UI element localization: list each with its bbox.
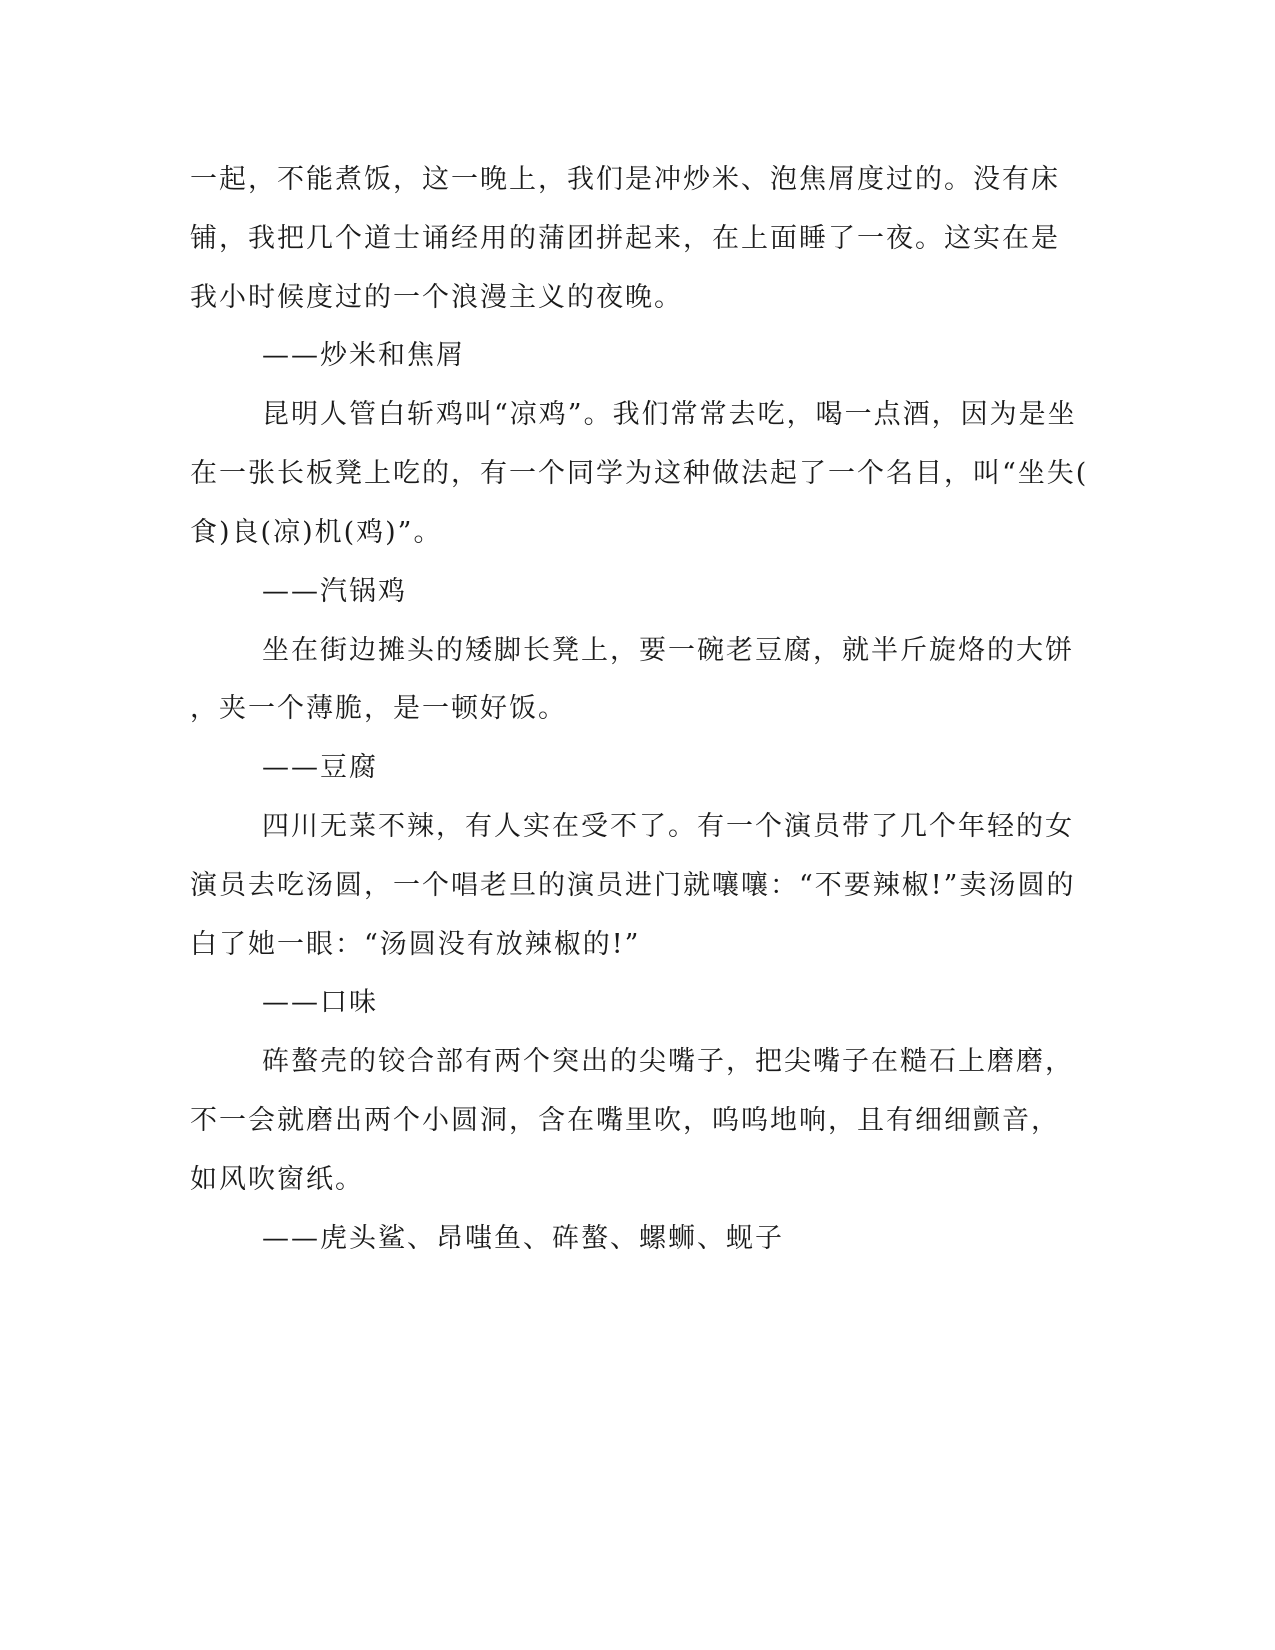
paragraph-line: 不一会就磨出两个小圆洞，含在嘴里吹，呜呜地响，且有细细颤音，: [190, 1105, 1060, 1136]
paragraph-line: 如风吹窗纸。: [190, 1164, 364, 1195]
paragraph-line: 食)良(凉)机(鸡)”。: [190, 517, 443, 548]
paragraph-line: 昆明人管白斩鸡叫“凉鸡”。我们常常去吃，喝一点酒，因为是坐: [262, 399, 1077, 430]
paragraph-line: 在一张长板凳上吃的，有一个同学为这种做法起了一个名目，叫“坐失(: [190, 458, 1089, 489]
paragraph-line: ，夹一个薄脆，是一顿好饭。: [190, 693, 567, 724]
paragraph-line: 白了她一眼：“汤圆没有放辣椒的!”: [190, 929, 641, 960]
paragraph-line: 坐在街边摊头的矮脚长凳上，要一碗老豆腐，就半斤旋烙的大饼: [262, 635, 1074, 666]
source-title: ——豆腐: [262, 752, 378, 783]
source-title: ——汽锅鸡: [262, 576, 407, 607]
paragraph-line: 一起，不能煮饭，这一晚上，我们是冲炒米、泡焦屑度过的。没有床: [190, 164, 1060, 195]
paragraph-line: 四川无菜不辣，有人实在受不了。有一个演员带了几个年轻的女: [262, 811, 1074, 842]
source-title: ——炒米和焦屑: [262, 340, 465, 371]
paragraph-line: 我小时候度过的一个浪漫主义的夜晚。: [190, 282, 683, 313]
paragraph-line: 砗螯壳的铰合部有两个突出的尖嘴子，把尖嘴子在糙石上磨磨，: [262, 1046, 1074, 1077]
source-title: ——口味: [262, 987, 378, 1018]
paragraph-line: 铺，我把几个道士诵经用的蒲团拼起来，在上面睡了一夜。这实在是: [190, 223, 1060, 254]
paragraph-line: 演员去吃汤圆，一个唱老旦的演员进门就嚷嚷：“不要辣椒!”卖汤圆的: [190, 870, 1076, 901]
source-title: ——虎头鲨、昂嗤鱼、砗螯、螺蛳、蚬子: [262, 1223, 784, 1254]
